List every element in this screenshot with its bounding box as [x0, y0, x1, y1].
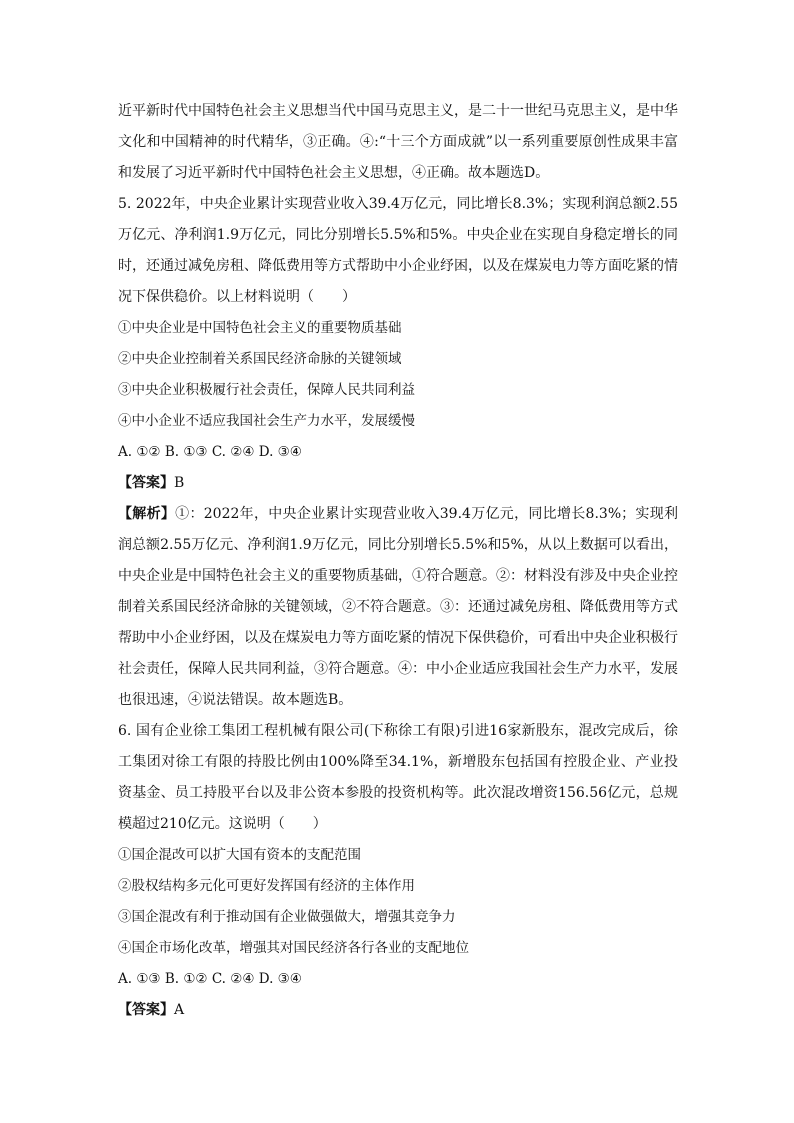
question-5-option-3: ③中央企业积极履行社会责任，保障人民共同利益	[118, 382, 415, 398]
analysis-text: ①：2022年，中央企业累计实现营业收入39.4万亿元，同比增长8.3%；实现利润总额2.55万亿元、净利润1.9万亿元，同比分别增长5.5%和5%，从以上数据可以看出，中央企业是中国特色社会主义的重要物质基础，①符合题意。②：材料没有涉及中央企业控制着关系国民经济命脉的关键领域，②不符合题意。③：还通过减免房租、降低费用等方式帮助中小企业纾困，以及在煤炭电力等方面吃紧的情况下保供稳价，可看出中央企业积极行社会责任，保障人民共同利益，③符合题意。④：中小企业适应我国社会生产力水平，发展也很迅速，④说法错误。故本题选B。	[118, 506, 678, 708]
analysis-label: 【解析】	[118, 506, 176, 522]
question-5-option-1: ①中央企业是中国特色社会主义的重要物质基础	[118, 320, 402, 336]
question-6-option-4: ④国企市场化改革，增强其对国民经济各行各业的支配地位	[118, 940, 469, 956]
question-5-choices: A. ①② B. ①③ C. ②④ D. ③④	[118, 444, 302, 460]
answer-label: 【答案】	[118, 1002, 174, 1018]
question-5-option-2: ②中央企业控制着关系国民经济命脉的关键领域	[118, 351, 402, 367]
question-5-stem: 5. 2022年，中央企业累计实现营业收入39.4万亿元，同比增长8.3%；实现利润总额2.55万亿元、净利润1.9万亿元，同比分别增长5.5%和5%。中央企业在实现自身稳定增长的同时，还通过减免房租、降低费用等方式帮助中小企业纾困，以及在煤炭电力等方面吃紧的情况下保供稳价。以上材料说明（ ）	[118, 196, 678, 305]
question-5	[118, 189, 678, 716]
question-6-option-2: ②股权结构多元化可更好发挥国有经济的主体作用	[118, 878, 415, 894]
question-6-choices: A. ①③ B. ①② C. ②④ D. ③④	[118, 971, 302, 987]
document-page	[118, 96, 678, 1026]
question-6-answer	[118, 995, 678, 1026]
question-6-option-1: ①国企混改可以扩大国有资本的支配范围	[118, 847, 361, 863]
question-5-answer	[118, 468, 678, 499]
answer-value: B	[174, 475, 185, 491]
question-5-analysis	[118, 499, 678, 716]
answer-label: 【答案】	[118, 475, 174, 491]
question-6	[118, 716, 678, 1026]
question-6-option-3: ③国企混改有利于推动国有企业做强做大，增强其竞争力	[118, 909, 456, 925]
question-5-option-4: ④中小企业不适应我国社会生产力水平，发展缓慢	[118, 413, 415, 429]
question-6-stem: 6. 国有企业徐工集团工程机械有限公司(下称徐工有限)引进16家新股东，混改完成后，徐工集团对徐工有限的持股比例由100%降至34.1%，新增股东包括国有控股企业、产业投资基金、员工持股平台以及非公资本参股的投资机构等。此次混改增资156.56亿元，总规模超过210亿元。这说明（ ）	[118, 723, 678, 832]
intro-paragraph: 近平新时代中国特色社会主义思想当代中国马克思主义，是二十一世纪马克思主义，是中华文化和中国精神的时代精华，③正确。④:“十三个方面成就”以一系列重要原创性成果丰富和发展了习近平新时代中国特色社会主义思想，④正确。故本题选D。	[118, 103, 678, 181]
answer-value: A	[174, 1002, 185, 1018]
